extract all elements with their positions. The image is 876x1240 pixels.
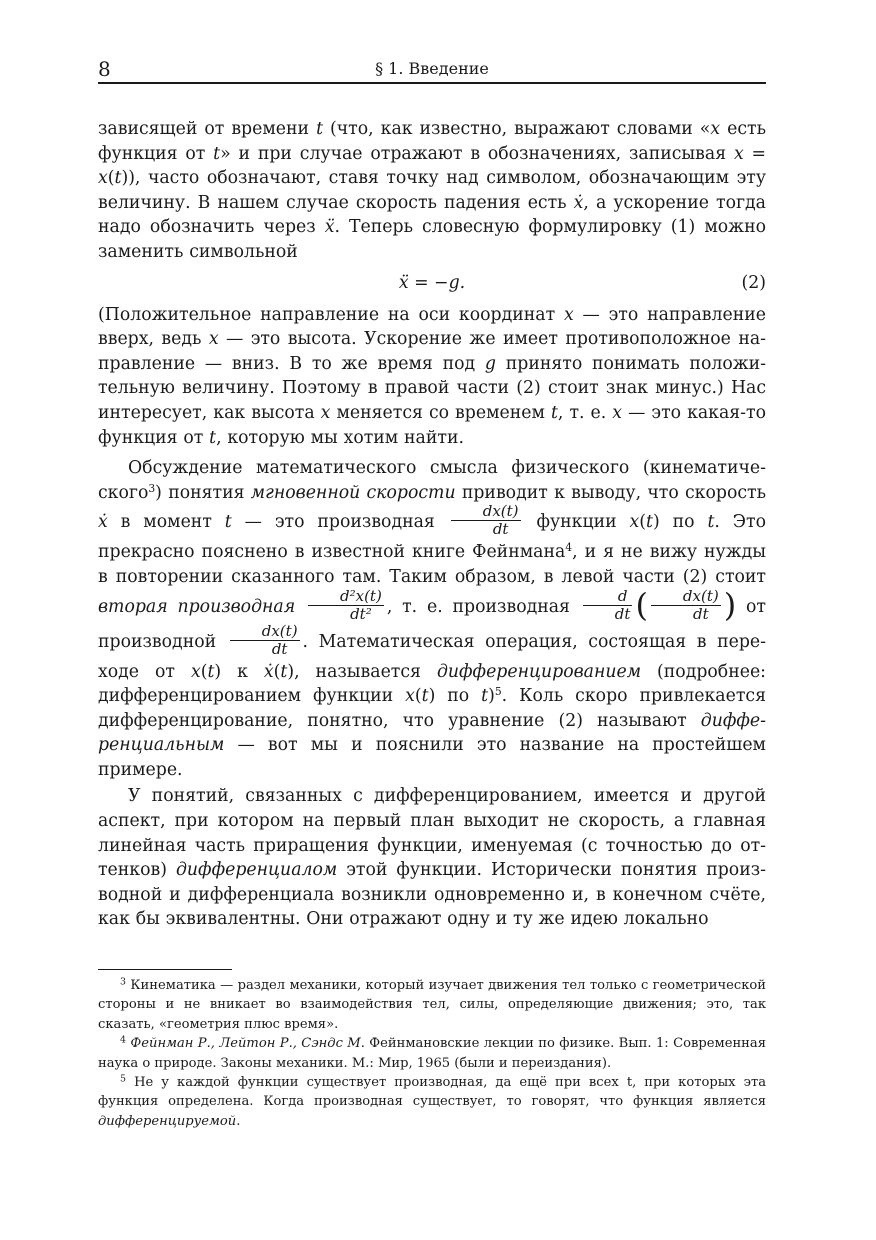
paragraph-1: зависящей от времени t (что, как известно, выражают словами «x есть функция от t» и при случае отражают в обозначениях, записывая x = x(t)), часто обозначают, ставя точку над символом, обозначающим эту величину. В нашем случае скорость падения есть ẋ, а ускорение тогда надо обозначить через ẍ. Теперь словесную формулировку (1) можно заменить символьной bbox=[98, 119, 767, 262]
fraction-dxdt: $\frac{dx(t)}{dt}$ bbox=[451, 503, 521, 538]
footnote-5: $^5$ Не у каждой функции существует производная, да ещё при всех t, при которых эта функция определена. Когда производная существует, то говорят, что функция является дифференцируемой. bbox=[98, 1073, 766, 1129]
running-head: § 1. Введение bbox=[375, 59, 489, 78]
fraction-dxdt-2: $\frac{dx(t)}{dt}$ bbox=[230, 623, 300, 658]
footnotes bbox=[98, 976, 766, 1131]
fraction-dxdt-inner: $\frac{dx(t)}{dt}$ bbox=[651, 588, 721, 623]
paragraph-3: Обсуждение математического смысла физического (кинематического$^3$) понятия мгновенной скорости приводит к выводу, что скорость ẋ в момент t — это производная $\frac{dx(t)}{dt}$ функции x(t) по t. Это прекрасно пояснено в известной книге Фейнмана$^4$, и я не вижу нужды в повторении сказанного там. Таким образом, в левой части (2) стоит вторая производная $\frac{\text{d²x(t)}}{\text{dt²}}$ , т. е. производная $\frac{d}{dt}$ ( $\frac{dx(t)}{dt}$ ) от производной $\frac{dx(t)}{dt}$ . Математическая операция, состоящая в переходе от x(t) к ẋ(t), называется дифференцированием (подробнее: дифференцированием функции x(t) по t)$^5$. Коль скоро привлекается дифференцирование, понятно, что уравнение (2) называют дифференциальным — вот мы и пояснили это название на простейшем примере. bbox=[98, 458, 767, 780]
footnote-4: $^4$ Фейнман Р., Лейтон Р., Сэндс М. Фейнмановские лекции по физике. Вып. 1: Современная наука о природе. Законы механики. М.: Мир, 1965 (были и переиздания). bbox=[98, 1034, 766, 1071]
body-text bbox=[98, 117, 766, 932]
paragraph-4: У понятий, связанных с дифференцированием, имеется и другой аспект, при котором на первый план выходит не скорость, а главная линейная часть приращения функции, именуемая (с точностью до оттенков) дифференциалом этой функции. Исторически понятия производной и дифференциала возникли одновременно и, в конечном счёте, как бы эквивалентны. Они отражают одну и ту же идею локально bbox=[98, 786, 766, 930]
equation-2-number: (2) bbox=[741, 272, 766, 293]
footnote-rule bbox=[98, 969, 232, 970]
equation-2-body: ẍ = −g. bbox=[398, 272, 466, 293]
equation-2 bbox=[98, 271, 766, 297]
page-number: 8 bbox=[98, 57, 111, 81]
fraction-d2xdt2: $\frac{\text{d²x(t)}}{\text{dt²}}$ bbox=[308, 588, 384, 623]
page-header bbox=[98, 56, 766, 84]
fraction-d-dt: $\frac{d}{dt}$ bbox=[583, 588, 633, 623]
paragraph-2: (Положительное направление на оси координат x — это направление вверх, ведь x — это высота. Ускорение же имеет противоположное направление — вниз. В то же время под g принято понимать положительную величину. Поэтому в правой части (2) стоит знак минус.) Нас интересует, как высота x меняется со временем t, т. е. x — это какая-то функция от t, которую мы хотим найти. bbox=[98, 304, 766, 448]
footnote-3: $^3$ Кинематика — раздел механики, который изучает движения тел только с геометрической стороны и не вникает во взаимодействия тел, силы, определяющие движения; это, так сказать, «геометрия плюс время». bbox=[98, 976, 766, 1032]
